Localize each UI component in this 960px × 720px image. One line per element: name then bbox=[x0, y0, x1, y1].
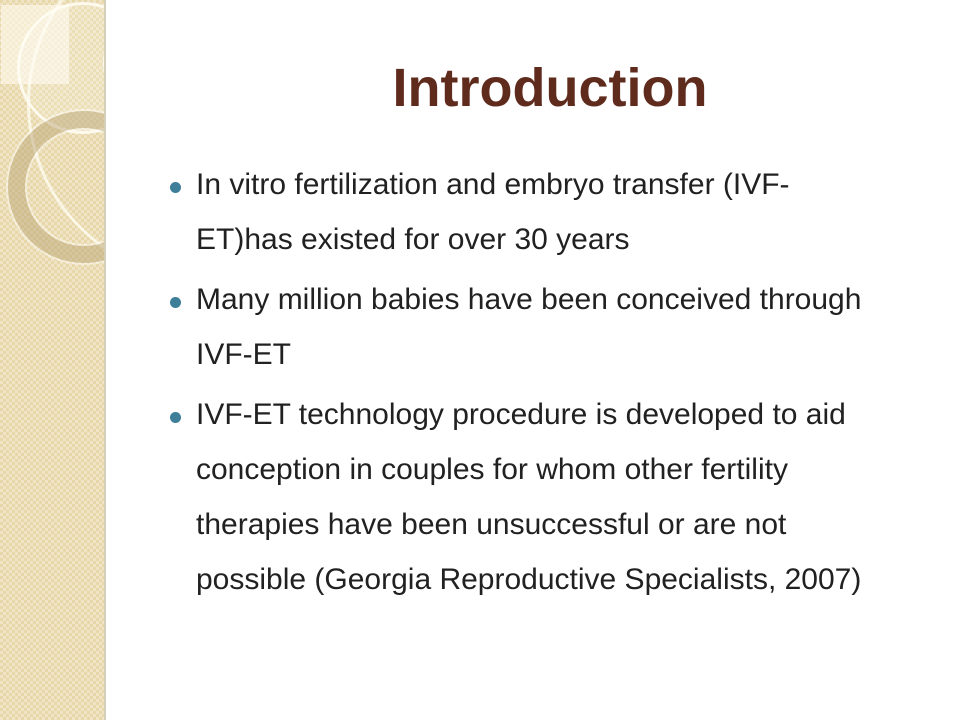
bullet-dot-icon bbox=[170, 182, 181, 193]
bullet-text: In vitro fertilization and embryo transfer (IVF- ET)has existed for over 30 years bbox=[196, 168, 790, 256]
bullet-text: IVF-ET technology procedure is developed to aid conception in couples for whom other fertility therapies have been unsuccessful or are not possible (Georgia Reproductive Specialists, 2007) bbox=[196, 398, 862, 596]
bullet-item bbox=[196, 272, 936, 382]
sidebar-decoration bbox=[0, 0, 106, 720]
decorative-ring-icon bbox=[8, 111, 106, 263]
bullet-dot-icon bbox=[170, 297, 181, 308]
slide-title: Introduction bbox=[392, 58, 708, 118]
bullet-list bbox=[196, 157, 936, 612]
bullet-item bbox=[196, 387, 936, 607]
bullet-dot-icon bbox=[170, 412, 181, 423]
bullet-item bbox=[196, 157, 936, 267]
bullet-text: Many million babies have been conceived through IVF-ET bbox=[196, 283, 862, 371]
